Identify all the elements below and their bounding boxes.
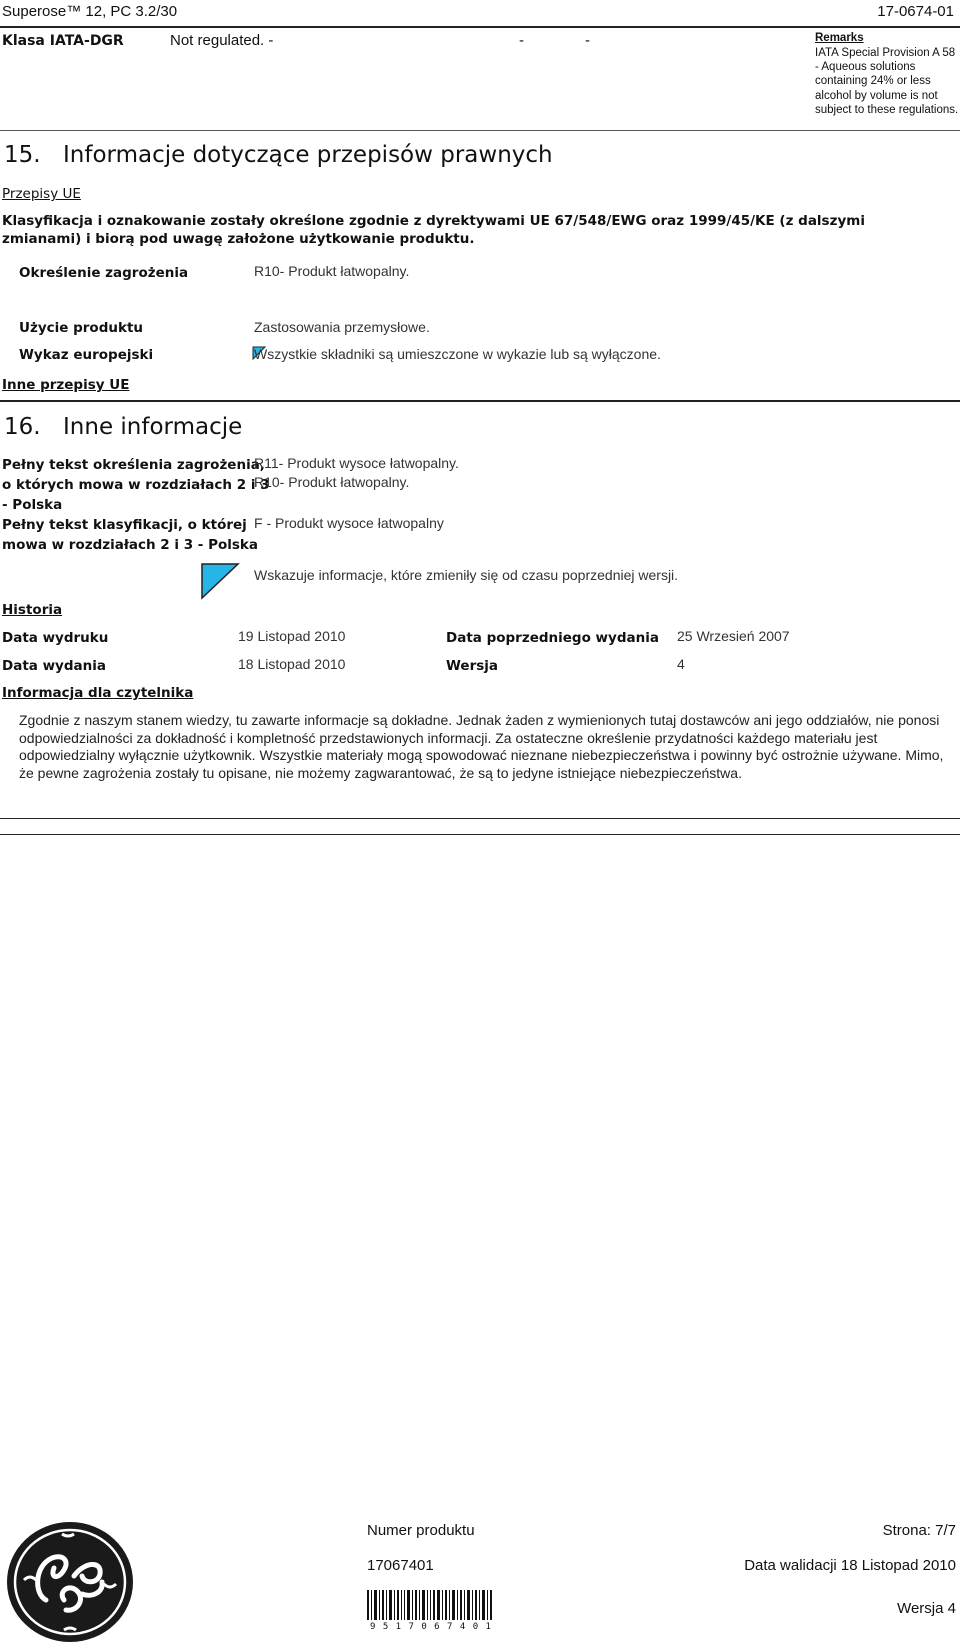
document-number: 17-0674-01: [877, 3, 954, 20]
ge-logo-icon: [4, 1520, 136, 1644]
section-15-title: Informacje dotyczące przepisów prawnych: [63, 142, 553, 168]
print-date: 19 Listopad 2010: [238, 628, 346, 644]
version-value: 4: [677, 656, 685, 672]
validation-date: Data walidacji 18 Listopad 2010: [744, 1557, 956, 1574]
reader-info-text: Zgodnie z naszym stanem wiedzy, tu zawarte informacje są dokładne. Jednak żaden z wymienionych tutaj dostawców ani jego oddziałów, nie ponosi odpowiedzialności za dokładność i kompletność przedstawionych informacji. Za ostateczne określenie przydatności każdego materiału jest odpowiedzialny wyłącznie użytkownik. Wszystkie materiały mogą spowodować nieznane niebezpieczeństwa i powinny być ostrożnie używane. Mimo, że pewne zagrożenia zostały tu opisane, nie możemy zagwarantować, że są to jedyne istniejące niebezpieczeństwa.: [19, 712, 944, 781]
previous-issue-date: 25 Wrzesień 2007: [677, 628, 790, 644]
barcode-icon: [367, 1590, 495, 1624]
eu-regulations-heading: Przepisy UE: [2, 186, 81, 202]
inventory-label: Wykaz europejski: [19, 347, 154, 363]
iata-value: Not regulated. -: [170, 32, 274, 49]
change-note: Wskazuje informacje, które zmieniły się od czasu poprzedniej wersji.: [254, 567, 679, 583]
issue-date: 18 Listopad 2010: [238, 656, 346, 672]
change-marker-legend-icon: [200, 562, 240, 600]
classification-text: Klasyfikacja i oznakowanie zostały określone zgodnie z dyrektywami UE 67/548/EWG oraz 1999/45/KE (z dalszymi zmianami) i biorą pod uwagę założone użytkowanie produktu.: [2, 213, 865, 247]
r-phrases-label-line-3: - Polska: [2, 497, 63, 513]
page-number: Strona: 7/7: [882, 1522, 956, 1539]
section-16-number: 16.: [4, 414, 41, 440]
version-label: Wersja: [446, 658, 498, 674]
footer-version: Wersja 4: [897, 1600, 956, 1617]
r10-phrase: R10- Produkt łatwopalny.: [254, 474, 410, 490]
iata-dash-1: -: [519, 32, 524, 49]
usage-label: Użycie produktu: [19, 320, 144, 336]
remarks-title: Remarks: [815, 32, 864, 44]
inventory-value: Wszystkie składniki są umieszczone w wykazie lub są wyłączone.: [254, 346, 661, 362]
previous-issue-label: Data poprzedniego wydania: [446, 630, 659, 646]
barcode-digits: 9 5 1 7 0 6 7 4 0 1: [370, 1622, 492, 1632]
r-phrases-label-line-1: Pełny tekst określenia zagrożenia,: [2, 457, 265, 473]
hazard-value: R10- Produkt łatwopalny.: [254, 263, 410, 279]
product-name: Superose™ 12, PC 3.2/30: [2, 3, 178, 20]
issue-date-label: Data wydania: [2, 658, 106, 674]
iata-dash-2: -: [585, 32, 590, 49]
classification-value: F - Produkt wysoce łatwopalny: [254, 515, 444, 531]
hazard-label: Określenie zagrożenia: [19, 265, 189, 281]
print-date-label: Data wydruku: [2, 630, 109, 646]
r11-phrase: R11- Produkt wysoce łatwopalny.: [254, 455, 459, 471]
section-16-title: Inne informacje: [63, 414, 243, 440]
classification-label-line-2: mowa w rozdziałach 2 i 3 - Polska: [2, 537, 259, 553]
remarks-text: IATA Special Provision A 58 - Aqueous solutions containing 24% or less alcohol by volume is not subject to these regulations.: [815, 47, 959, 116]
history-heading: Historia: [2, 602, 63, 618]
section-15-number: 15.: [4, 142, 41, 168]
other-eu-regulations-heading: Inne przepisy UE: [2, 377, 130, 393]
product-number: 17067401: [367, 1557, 434, 1574]
product-number-label: Numer produktu: [367, 1522, 475, 1539]
reader-info-heading: Informacja dla czytelnika: [2, 685, 194, 701]
classification-label-line-1: Pełny tekst klasyfikacji, o której: [2, 517, 247, 533]
usage-value: Zastosowania przemysłowe.: [254, 319, 430, 335]
section-16-divider: [0, 400, 960, 402]
iata-label: Klasa IATA-DGR: [2, 33, 124, 49]
header-divider: [0, 26, 960, 28]
iata-divider: [0, 130, 960, 131]
r-phrases-label-line-2: o których mowa w rozdziałach 2 i 3: [2, 477, 270, 493]
reader-divider-bottom: [0, 834, 960, 835]
reader-divider-top: [0, 818, 960, 819]
